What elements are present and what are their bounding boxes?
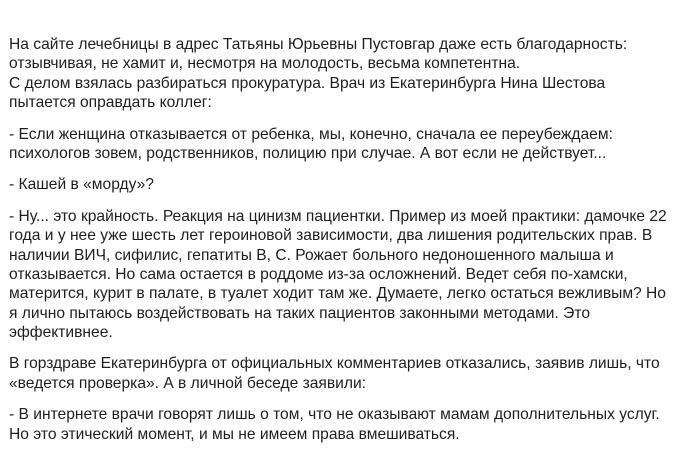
paragraph-doctor-quote xyxy=(9,125,673,164)
paragraph-clinic-gratitude xyxy=(9,35,673,74)
text-line: эффективнее. xyxy=(9,324,113,342)
paragraph-doctor-answer xyxy=(9,207,673,343)
text-line: В горздраве Екатеринбурга от официальных комментариев отказались, заявив лишь, что xyxy=(9,355,660,373)
text-line: - В интернете врачи говорят лишь о том, что не оказывают мамам дополнительных услуг. xyxy=(9,406,660,424)
text-line: На сайте лечебницы в адрес Татьяны Юрьевны Пустовгар даже есть благодарность: xyxy=(9,36,628,53)
text-line: - Ну... это крайность. Реакция на цинизм пациентки. Пример из моей практики: дамочке 22 xyxy=(9,207,667,225)
text-line: пытается оправдать коллег: xyxy=(9,94,212,112)
text-line: отзывчивая, не хамит и, несмотря на молодость, весьма компетентна. xyxy=(9,55,521,73)
text-line: С делом взялась разбираться прокуратура. Врач из Екатеринбурга Нина Шестова xyxy=(9,74,606,92)
text-line: матерится, курит в палате, в туалет ходит там же. Думаете, легко остаться вежливым? Но xyxy=(9,285,666,303)
paragraph-closing-quote xyxy=(9,405,673,444)
text-line: года и у нее уже шесть лет героиновой зависимости, два лишения родительских прав. В xyxy=(9,227,653,245)
text-line: - Если женщина отказывается от ребенка, мы, конечно, сначала ее переубеждаем: xyxy=(9,125,613,143)
paragraph-gap xyxy=(9,163,673,175)
paragraph-gap xyxy=(9,393,673,405)
paragraph-prosecutor xyxy=(9,74,673,113)
paragraph-gap xyxy=(9,342,673,354)
paragraph-city-health-dept xyxy=(9,354,673,393)
text-line: психологов зовем, родственников, полицию при случае. А вот если не действует... xyxy=(9,144,607,162)
text-line: отказывается. Но сама остается в роддоме из-за осложнений. Ведет себя по-хамски, xyxy=(9,265,628,283)
text-line: - Кашей в «морду»? xyxy=(9,176,154,194)
article-body xyxy=(9,35,673,444)
text-line: «ведется проверка». А в личной беседе заявили: xyxy=(9,374,366,392)
text-line: наличии ВИЧ, сифилис, гепатиты В, С. Рожает больного недоношенного малыша и xyxy=(9,246,614,264)
text-line: я лично пытаюсь воздействовать на таких пациентов законными методами. Это xyxy=(9,304,591,322)
text-line: Но это этический момент, и мы не имеем права вмешиваться. xyxy=(9,425,460,443)
paragraph-gap xyxy=(9,195,673,207)
paragraph-gap xyxy=(9,113,673,125)
paragraph-question xyxy=(9,175,673,194)
